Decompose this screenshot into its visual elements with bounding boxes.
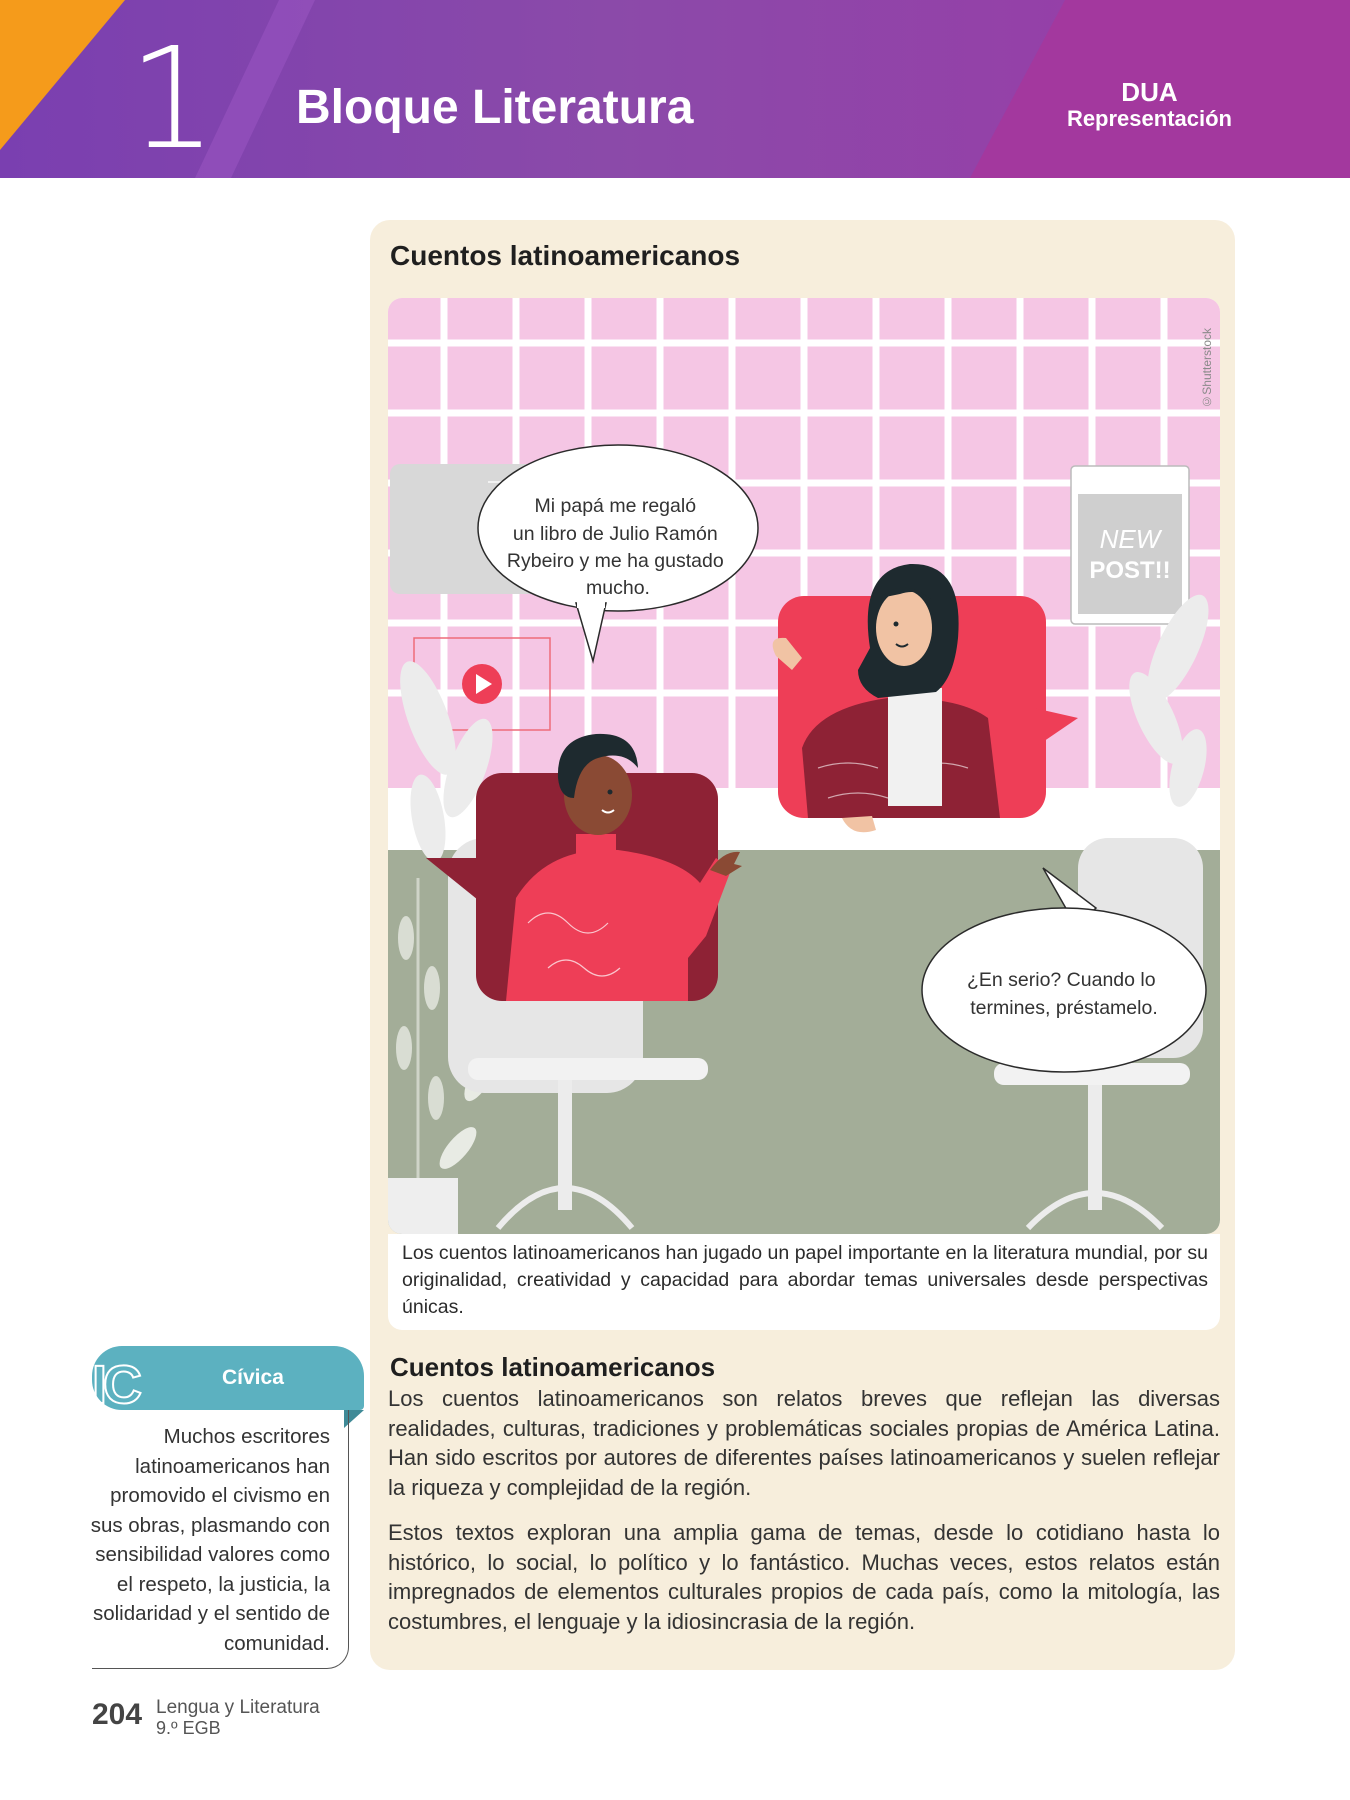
post-post-text: POST!! [1089, 557, 1171, 584]
civic-logo: IC [92, 1355, 138, 1415]
section-heading: Cuentos latinoamericanos [390, 1352, 716, 1382]
paragraph-2: Estos textos exploran una amplia gama de temas, desde lo cotidiano hasta lo histórico, lo social, lo político y lo fantástico. Muchas veces, estos relatos están impregnados de elementos culturales propios de cada país, como la mitología, las costumbres, el lenguaje y la idiosincrasia de la región. [388, 1520, 1220, 1634]
footer-subject: Lengua y Literatura [156, 1697, 320, 1718]
illustration-caption: Los cuentos latinoamericanos han jugado un papel importante en la literatura mundial, por su originalidad, creatividad y capacidad para abordar temas universales desde perspectivas únicas. [402, 1242, 1208, 1318]
bubble-right-line: termines, préstamelo. [970, 997, 1158, 1019]
civic-tab [92, 1346, 364, 1415]
woman-face [876, 590, 932, 666]
bubble-right-line: ¿En serio? Cuando lo [966, 969, 1156, 991]
dua-badge [1067, 78, 1232, 132]
conversation-illustration [388, 298, 1220, 1234]
civic-label: Cívica [222, 1366, 284, 1389]
block-title: Bloque Literatura [296, 81, 694, 134]
illustration-panel [388, 298, 1220, 1234]
image-credit: ©Shutterstock [1200, 328, 1214, 409]
woman-video-frame [773, 564, 1078, 832]
unit-number: 1 [128, 18, 218, 178]
bubble-left-line: Rybeiro y me ha gustado [506, 550, 724, 572]
footer-grade: 9.º EGB [156, 1718, 221, 1738]
paragraph-1: Los cuentos latinoamericanos son relatos breves que reflejan las diversas realidades, culturas, tradiciones y problemáticas sociales propias de América Latina. Han sido escritos por autores de diferentes países latinoamericanos y suelen reflejar la riqueza y complejidad de la región. [388, 1386, 1220, 1500]
dua-title: DUA [1121, 77, 1178, 107]
content-card [370, 220, 1235, 1670]
bubble-left-line: un libro de Julio Ramón [512, 523, 718, 545]
woman-turtleneck [888, 688, 942, 806]
illustration-heading: Cuentos latinoamericanos [390, 240, 741, 271]
bubble-left-line: mucho. [586, 577, 650, 599]
dua-subtitle: Representación [1066, 106, 1232, 131]
post-new-text: NEW [1099, 524, 1161, 554]
orange-corner-decoration [0, 0, 125, 150]
civic-text: Muchos escritores latinoamericanos han promovido el civismo en sus obras, plasmando con sensibilidad valores como el respeto, la justicia, la solidaridad y el sentido de comunidad. [90, 1425, 330, 1655]
unit-header [0, 0, 1350, 178]
bubble-left-line: Mi papá me regaló [534, 495, 697, 517]
page-number: 204 [92, 1698, 143, 1731]
